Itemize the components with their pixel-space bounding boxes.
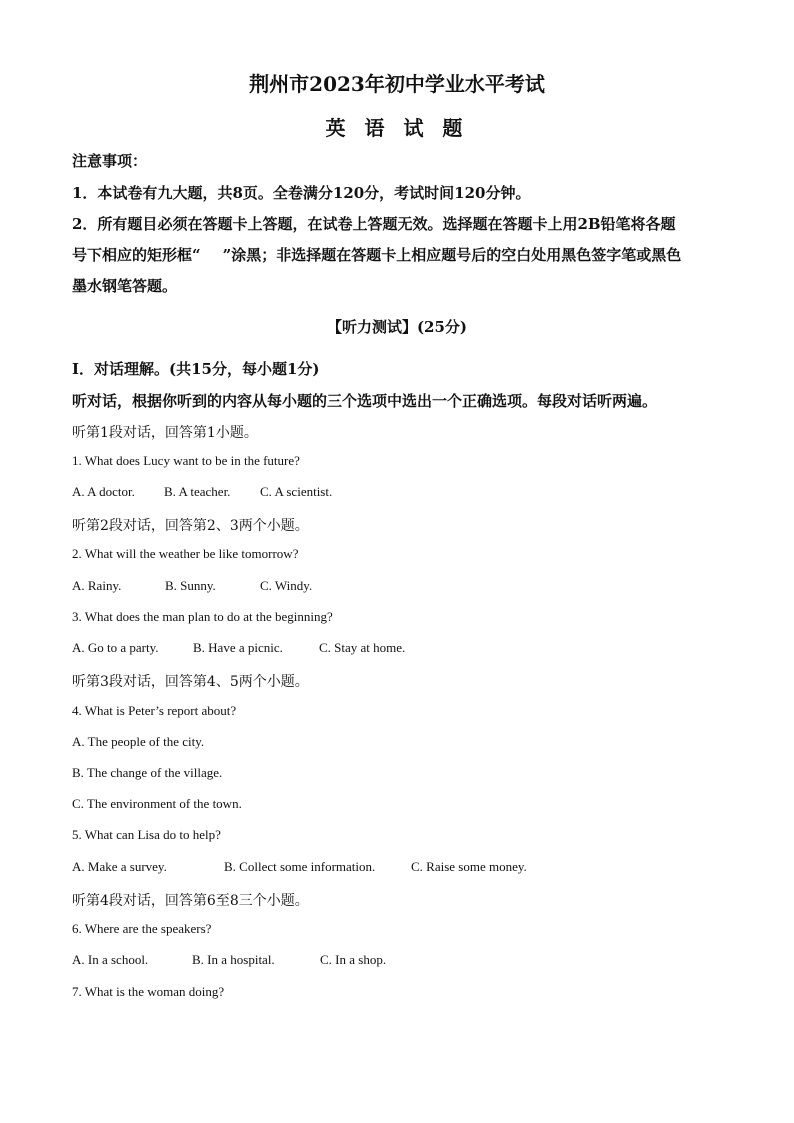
- option-5a: A. Make a survey.: [72, 859, 167, 874]
- option-3b: B. Have a picnic.: [193, 640, 283, 655]
- exam-title: 荆州市2023年初中学业水平考试: [249, 72, 545, 96]
- section-title: 【听力测试】(25分): [326, 318, 468, 336]
- question-1: 1. What does Lucy want to be in the future?: [72, 453, 300, 468]
- notice-item-2-line-2a: 号下相应的矩形框“: [72, 246, 201, 264]
- notice-heading: 注意事项：: [72, 152, 148, 170]
- question-5-options: [72, 859, 732, 875]
- question-6-options: [72, 952, 732, 968]
- notice-item-2-line-1: 2．所有题目必须在答题卡上答题，在试卷上答题无效。选择题在答题卡上用2B铅笔将各题: [72, 215, 676, 233]
- question-6: 6. Where are the speakers?: [72, 921, 212, 936]
- question-7: 7. What is the woman doing?: [72, 984, 225, 999]
- dialogue-1-note: 听第1段对话，回答第1小题。: [72, 425, 258, 441]
- notice-item-2-line-3: 墨水钢笔答题。: [72, 277, 178, 295]
- option-4c: C. The environment of the town.: [72, 796, 242, 811]
- option-6c: C. In a shop.: [320, 952, 387, 967]
- dialogue-4-note: 听第4段对话，回答第6至8三个小题。: [72, 893, 309, 909]
- part-1-heading: Ⅰ．对话理解。(共15分，每小题1分): [72, 360, 320, 378]
- question-5: 5. What can Lisa do to help?: [72, 827, 221, 842]
- notice-item-1: 1．本试卷有九大题，共8页。全卷满分120分，考试时间120分钟。: [72, 184, 531, 202]
- option-3c: C. Stay at home.: [319, 640, 406, 655]
- notice-item-2-line-2b: ”涂黑；非选择题在答题卡上相应题号后的空白处用黑色签字笔或黑色: [222, 246, 682, 264]
- option-1c: C. A scientist.: [260, 484, 333, 499]
- option-1a: A. A doctor.: [72, 484, 135, 499]
- option-4b: B. The change of the village.: [72, 765, 223, 780]
- question-2-options: [72, 578, 732, 594]
- option-5c: C. Raise some money.: [411, 859, 527, 874]
- question-4: 4. What is Peter’s report about?: [72, 703, 237, 718]
- option-2c: C. Windy.: [260, 578, 313, 593]
- question-1-options: [72, 484, 732, 500]
- option-3a: A. Go to a party.: [72, 640, 159, 655]
- part-1-instruction: 听对话，根据你听到的内容从每小题的三个选项中选出一个正确选项。每段对话听两遍。: [72, 392, 658, 410]
- question-3-options: [72, 640, 732, 656]
- option-6b: B. In a hospital.: [192, 952, 275, 967]
- option-2a: A. Rainy.: [72, 578, 122, 593]
- option-6a: A. In a school.: [72, 952, 149, 967]
- option-2b: B. Sunny.: [165, 578, 216, 593]
- option-1b: B. A teacher.: [164, 484, 231, 499]
- option-4a: A. The people of the city.: [72, 734, 205, 749]
- exam-subtitle: 英 语 试 题: [325, 116, 469, 140]
- question-3: 3. What does the man plan to do at the beginning?: [72, 609, 333, 624]
- dialogue-3-note: 听第3段对话，回答第4、5两个小题。: [72, 674, 309, 690]
- dialogue-2-note: 听第2段对话，回答第2、3两个小题。: [72, 518, 309, 534]
- question-2: 2. What will the weather be like tomorrow?: [72, 546, 299, 561]
- option-5b: B. Collect some information.: [224, 859, 376, 874]
- notice-item-2-line-2: [72, 244, 732, 265]
